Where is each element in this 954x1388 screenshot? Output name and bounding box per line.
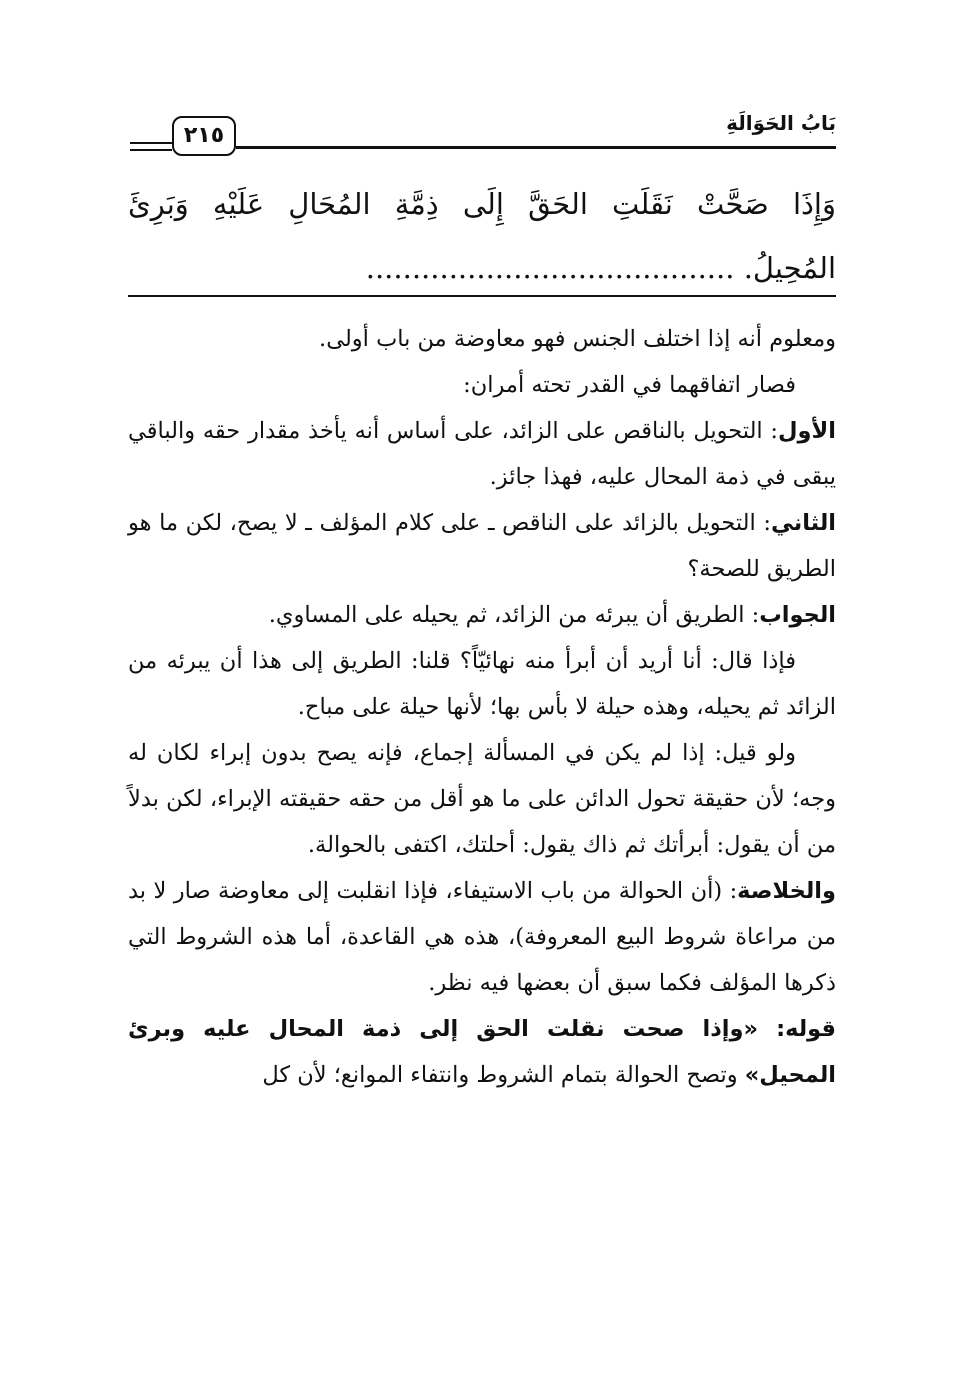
paragraph-6: فإذا قال: أنا أريد أن أبرأ منه نهائيّاً؟ قلنا: الطريق إلى هذا أن يبرئه من الزائد ثم يحيله، وهذه حيلة لا بأس بها؛ لأنها حيلة على مباح. bbox=[128, 648, 836, 720]
matn-text bbox=[128, 172, 836, 300]
paragraph-9 bbox=[128, 1006, 836, 1098]
term-qawluhu: قوله bbox=[785, 1016, 836, 1042]
paragraph-4 bbox=[128, 500, 836, 592]
running-title: بَابُ الحَوَالَةِ bbox=[726, 111, 836, 135]
header-rule-left-bottom bbox=[130, 149, 172, 151]
term-summary: والخلاصة bbox=[737, 878, 836, 904]
matn-dots: ........................................ bbox=[365, 251, 735, 285]
matn-line-2-text: المُحِيلُ. bbox=[743, 251, 836, 285]
paragraph-2: فصار اتفاقهما في القدر تحته أمران: bbox=[463, 372, 796, 398]
paragraph-4-text: : التحويل بالزائد على الناقص ـ على كلام المؤلف ـ لا يصح، لكن ما هو الطريق للصحة؟ bbox=[128, 510, 836, 582]
matn-separator bbox=[128, 295, 836, 297]
paragraph-8 bbox=[128, 868, 836, 1006]
term-first: الأول bbox=[778, 418, 836, 444]
commentary-body bbox=[128, 316, 836, 1098]
paragraph-3-text: : التحويل بالناقص على الزائد، على أساس أنه يأخذ مقدار حقه والباقي يبقى في ذمة المحال عليه، فهذا جائز. bbox=[128, 418, 836, 490]
term-answer: الجواب bbox=[759, 602, 836, 628]
paragraph-1: ومعلوم أنه إذا اختلف الجنس فهو معاوضة من باب أولى. bbox=[319, 326, 836, 352]
paragraph-3 bbox=[128, 408, 836, 500]
matn-quote: : «وإذا صحت نقلت الحق إلى ذمة المحال عليه وبرئ المحيل» bbox=[128, 1016, 836, 1088]
paragraph-5-text: : الطريق أن يبرئه من الزائد، ثم يحيله على المساوي. bbox=[268, 602, 760, 628]
paragraph-8-text: : (أن الحوالة من باب الاستيفاء، فإذا انقلبت إلى معاوضة صار لا بد من مراعاة شروط البيع المعروفة)، هذه هي القاعدة، أما هذه الشروط التي ذكرها المؤلف فكما سبق أن بعضها فيه نظر. bbox=[128, 878, 836, 996]
matn-line-1: وَإِذَا صَحَّتْ نَقَلَتِ الحَقَّ إِلَى ذِمَّةِ المُحَالِ عَلَيْهِ وَبَرِئَ bbox=[128, 187, 836, 221]
paragraph-5 bbox=[128, 592, 836, 638]
header-rule-left-top bbox=[130, 142, 172, 144]
page-number: ٢١٥ bbox=[172, 116, 236, 156]
header-rule bbox=[236, 146, 836, 149]
term-second: الثاني bbox=[770, 510, 836, 536]
matn-line-2 bbox=[128, 236, 836, 300]
paragraph-9-text: وتصح الحوالة بتمام الشروط وانتفاء الموانع؛ لأن كل bbox=[262, 1062, 745, 1088]
paragraph-7: ولو قيل: إذا لم يكن في المسألة إجماع، فإنه يصح بدون إبراء لكان له وجه؛ لأن حقيقة تحول الدائن على ما هو أقل من حقه حقيقته الإبراء، لكن بدلاً من أن يقول: أبرأتك ثم ذاك يقول: أحلتك، اكتفى بالحوالة. bbox=[128, 740, 836, 858]
